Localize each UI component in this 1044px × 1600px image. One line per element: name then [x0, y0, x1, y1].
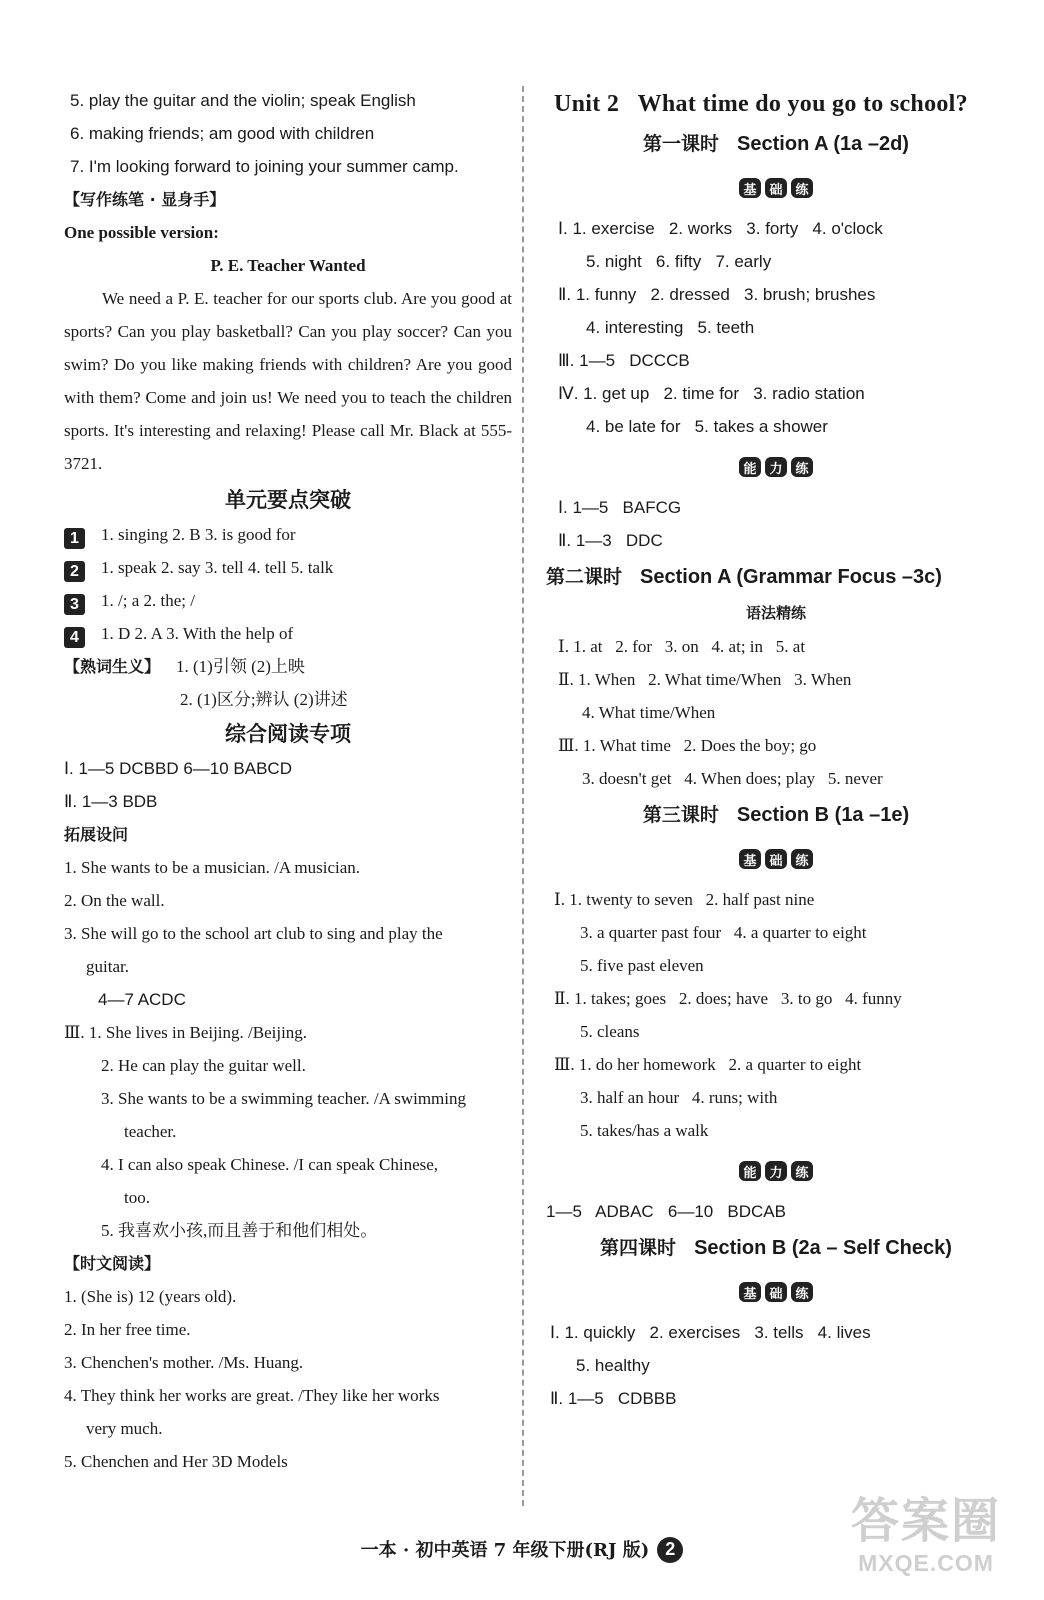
reading-heading: 综合阅读专项	[225, 722, 351, 746]
ability-practice-badge: 能 力 练	[546, 443, 1006, 491]
key-point-3: 3 1. /; a 2. the; /	[64, 584, 512, 617]
answer-line: 5. healthy	[576, 1356, 650, 1375]
essay-title: P. E. Teacher Wanted	[210, 256, 366, 275]
answer-line: 5. takes/has a walk	[580, 1121, 709, 1140]
watermark-logo	[826, 1492, 1026, 1588]
answer-line: 3. She will go to the school art club to sing and play the	[64, 924, 443, 943]
lesson-4-heading: 第四课时 Section B (2a – Self Check)	[600, 1237, 952, 1259]
answer-line: Ⅰ. 1. twenty to seven 2. half past nine	[554, 890, 815, 909]
answer-line: 1. (She is) 12 (years old).	[64, 1287, 237, 1306]
answer-line: Ⅱ. 1—3 BDB	[64, 792, 158, 811]
familiar-words-row: 【熟词生义】 1. (1)引领 (2)上映	[64, 657, 305, 676]
basic-practice-badge: 基 础 练	[546, 835, 1006, 883]
answer-line: 3. a quarter past four 4. a quarter to eight	[580, 923, 867, 942]
answer-line: 1. She wants to be a musician. /A musician.	[64, 858, 361, 877]
answer-line: 3. She wants to be a swimming teacher. /A swimming	[101, 1089, 466, 1108]
answer-line: 3. doesn't get 4. When does; play 5. never	[582, 769, 883, 788]
writing-heading: 【写作练笔 · 显身手】	[64, 190, 226, 209]
answer-line: 5. play the guitar and the violin; speak English	[70, 91, 416, 110]
answer-line: teacher.	[124, 1122, 177, 1141]
book-title: 一本 · 初中英语 7 年级下册(RJ 版)	[360, 1540, 650, 1561]
answer-line: 4. be late for 5. takes a shower	[586, 417, 828, 436]
answer-line: 5. night 6. fifty 7. early	[586, 252, 772, 271]
answer-line: Ⅳ. 1. get up 2. time for 3. radio station	[558, 384, 865, 403]
answer-line: 5. cleans	[580, 1022, 640, 1041]
answer-line: Ⅲ. 1. What time 2. Does the boy; go	[558, 736, 817, 755]
unit-title: Unit 2 What time do you go to school?	[554, 91, 968, 117]
grammar-heading: 语法精练	[745, 604, 806, 622]
column-divider	[522, 86, 524, 1506]
answer-line: 3. Chenchen's mother. /Ms. Huang.	[64, 1353, 304, 1372]
key-point-4: 4 1. D 2. A 3. With the help of	[64, 617, 512, 650]
right-column	[546, 84, 1006, 1415]
unit-key-heading: 单元要点突破	[225, 488, 351, 512]
answer-line: 2. He can play the guitar well.	[101, 1056, 306, 1075]
number-badge: 3	[64, 594, 85, 615]
answer-line: Ⅰ. 1. quickly 2. exercises 3. tells 4. lives	[550, 1323, 871, 1342]
lesson-2-heading: 第二课时 Section A (Grammar Focus –3c)	[546, 566, 942, 588]
answer-line: Ⅰ. 1. exercise 2. works 3. forty 4. o'clock	[558, 219, 883, 238]
answer-line: 2. In her free time.	[64, 1320, 191, 1339]
answer-line: 5. Chenchen and Her 3D Models	[64, 1452, 288, 1471]
ability-practice-badge: 能 力 练	[546, 1147, 1006, 1195]
answer-line: Ⅲ. 1. She lives in Beijing. /Beijing.	[64, 1023, 308, 1042]
watermark-url: MXQE.COM	[858, 1550, 994, 1576]
answer-line: Ⅱ. 1. takes; goes 2. does; have 3. to go 4. funny	[554, 989, 902, 1008]
number-badge: 2	[64, 561, 85, 582]
answer-line: Ⅰ. 1. at 2. for 3. on 4. at; in 5. at	[558, 637, 806, 656]
lesson-3-heading: 第三课时 Section B (1a –1e)	[642, 804, 910, 826]
number-badge: 1	[64, 528, 85, 549]
basic-practice-badge: 基 础 练	[546, 164, 1006, 212]
watermark-text: 答案圈	[850, 1493, 1001, 1549]
answer-line: Ⅲ. 1—5 DCCCB	[558, 351, 690, 370]
answer-line: 4. What time/When	[582, 703, 716, 722]
answer-line: Ⅱ. 1—3 DDC	[558, 531, 663, 550]
answer-line: 6. making friends; am good with children	[70, 124, 375, 143]
answer-line: guitar.	[86, 957, 129, 976]
lesson-1-heading: 第一课时 Section A (1a –2d)	[643, 133, 909, 155]
answer-line: Ⅰ. 1—5 DCBBD 6—10 BABCD	[64, 759, 292, 778]
key-point-1: 1 1. singing 2. B 3. is good for	[64, 518, 512, 551]
familiar-words-row: 2. (1)区分;辨认 (2)讲述	[180, 690, 348, 709]
left-column	[64, 84, 512, 1478]
key-point-2: 2 1. speak 2. say 3. tell 4. tell 5. talk	[64, 551, 512, 584]
answer-line: Ⅱ. 1. funny 2. dressed 3. brush; brushes	[558, 285, 876, 304]
answer-line: Ⅱ. 1—5 CDBBB	[550, 1389, 677, 1408]
answer-line: 5. 我喜欢小孩,而且善于和他们相处。	[101, 1221, 378, 1240]
number-badge: 4	[64, 627, 85, 648]
extend-heading: 拓展设问	[64, 825, 129, 844]
answer-line: 4. They think her works are great. /They like her works	[64, 1386, 440, 1405]
answer-line: 7. I'm looking forward to joining your summer camp.	[70, 157, 459, 176]
answer-line: 2. On the wall.	[64, 891, 165, 910]
current-reading-heading: 【时文阅读】	[64, 1254, 161, 1273]
version-label: One possible version:	[64, 223, 219, 242]
basic-practice-badge: 基 础 练	[546, 1268, 1006, 1316]
answer-line: Ⅰ. 1—5 BAFCG	[558, 498, 682, 517]
answer-line: 4—7 ACDC	[98, 990, 186, 1009]
familiar-heading: 【熟词生义】	[64, 657, 161, 676]
answer-line: very much.	[86, 1419, 163, 1438]
answer-line: Ⅱ. 1. When 2. What time/When 3. When	[558, 670, 852, 689]
answer-line: 4. I can also speak Chinese. /I can speak Chinese,	[101, 1155, 439, 1174]
answer-line: 1—5 ADBAC 6—10 BDCAB	[546, 1202, 786, 1221]
answer-line: 3. half an hour 4. runs; with	[580, 1088, 778, 1107]
answer-line: 4. interesting 5. teeth	[586, 318, 755, 337]
answer-line: too.	[124, 1188, 150, 1207]
essay-paragraph: We need a P. E. teacher for our sports club. Are you good at sports? Can you play basketball? Can you play soccer? Can you swim? Do you like making friends with children? Are you good with them? Come and join us! We need you to teach the children sports. It's interesting and relaxing! Please call Mr. Black at 555-3721.	[64, 289, 512, 473]
answer-line: 5. five past eleven	[580, 956, 704, 975]
page-number: 2	[657, 1537, 683, 1563]
answer-line: Ⅲ. 1. do her homework 2. a quarter to eight	[554, 1055, 862, 1074]
